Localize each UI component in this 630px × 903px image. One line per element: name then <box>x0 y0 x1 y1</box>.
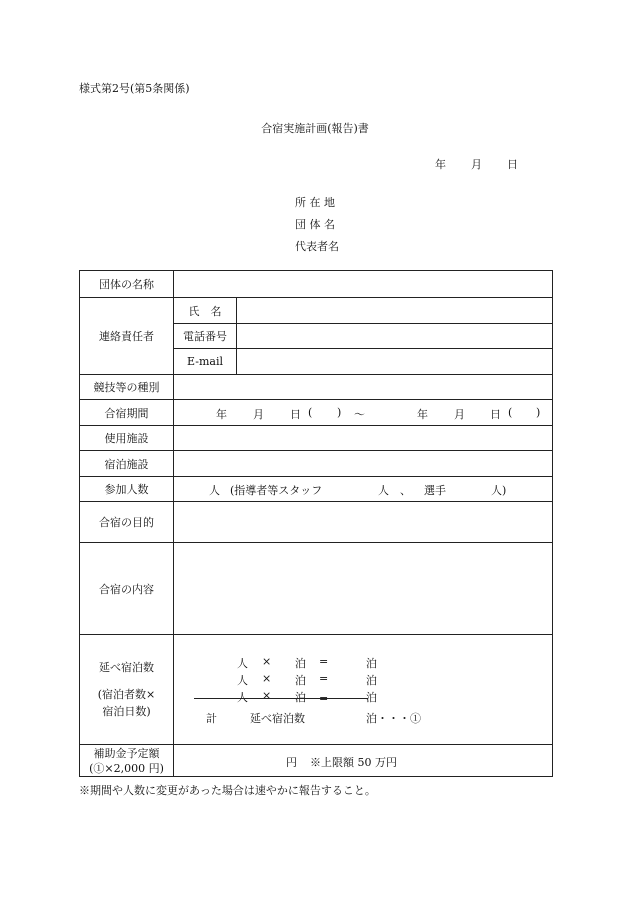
contact-phone-field[interactable] <box>237 324 553 349</box>
subsidy-note: ※上限額 50 万円 <box>310 756 397 769</box>
nights-total-label: 延べ宿泊数 <box>250 712 305 725</box>
nights-row2-persons: 人 <box>237 674 248 687</box>
nights-row1-nights: 泊 <box>295 657 306 670</box>
period-field[interactable] <box>174 400 553 426</box>
nights-row3-persons: 人 <box>237 691 248 704</box>
period-tilde: 〜 <box>354 408 365 421</box>
subsidy-label2: (①×2,000 円) <box>89 761 164 775</box>
row-period <box>80 400 553 426</box>
participants-staff-unit: 人 、 <box>378 484 411 497</box>
nights-row1-times: × <box>262 655 272 668</box>
nights-row3-nights: 泊 <box>295 691 306 704</box>
contact-name-field[interactable] <box>237 298 553 324</box>
nights-row1-result: 泊 <box>366 657 377 670</box>
sport-type-field[interactable] <box>174 375 553 400</box>
nights-total-suffix: 泊・・・① <box>366 712 421 725</box>
subsidy-field[interactable] <box>174 745 553 777</box>
nights-total-kei: 計 <box>206 712 217 725</box>
content-label: 合宿の内容 <box>80 543 174 635</box>
applicant-address-label: 所 在 地 <box>295 196 335 209</box>
form-number: 様式第2号(第5条関係) <box>79 82 190 95</box>
row-org-name <box>80 271 553 298</box>
subsidy-label1: 補助金予定額 <box>93 746 160 760</box>
row-sport-type <box>80 375 553 400</box>
nights-row2-result: 泊 <box>366 674 377 687</box>
row-lodging <box>80 451 553 477</box>
content-field[interactable] <box>174 543 553 635</box>
date-year: 年 <box>435 158 446 171</box>
participants-staff-label: (指導者等スタッフ <box>230 484 323 497</box>
period-start-open: ( <box>308 406 313 419</box>
period-start-month: 月 <box>253 408 264 421</box>
footnote: ※期間や人数に変更があった場合は速やかに報告すること。 <box>79 784 376 797</box>
nights-row2-eq: = <box>319 672 329 685</box>
period-end-year: 年 <box>417 408 428 421</box>
period-start-close: ) <box>337 406 342 419</box>
contact-phone-label: 電話番号 <box>174 324 237 349</box>
period-start-year: 年 <box>216 408 227 421</box>
nights-field[interactable] <box>174 635 553 745</box>
contact-email-field[interactable] <box>237 349 553 375</box>
period-end-open: ( <box>508 406 513 419</box>
nights-row1-eq: = <box>319 655 329 668</box>
facility-field[interactable] <box>174 426 553 451</box>
row-participants <box>80 477 553 502</box>
sport-type-label: 競技等の種別 <box>80 375 174 400</box>
nights-row3-times: × <box>262 689 272 702</box>
participants-players-unit: 人) <box>491 484 507 497</box>
nights-label: 延べ宿泊数 <box>99 661 154 674</box>
contact-label: 連絡責任者 <box>80 298 174 375</box>
document-title: 合宿実施計画(報告)書 <box>261 122 369 135</box>
nights-row3-eq: = <box>319 692 329 705</box>
lodging-field[interactable] <box>174 451 553 477</box>
nights-sub1: (宿泊者数× <box>97 688 156 701</box>
participants-total-unit: 人 <box>209 484 220 497</box>
org-name-label: 団体の名称 <box>80 271 174 298</box>
row-facility <box>80 426 553 451</box>
nights-sum-line <box>194 698 368 699</box>
period-end-day: 日 <box>490 408 501 421</box>
plan-form-table <box>79 270 553 777</box>
period-start-day: 日 <box>290 408 301 421</box>
row-nights <box>80 635 553 745</box>
period-label: 合宿期間 <box>80 400 174 426</box>
applicant-org-label: 団 体 名 <box>295 218 335 231</box>
lodging-label: 宿泊施設 <box>80 451 174 477</box>
nights-sub2: 宿泊日数) <box>102 705 151 718</box>
row-content <box>80 543 553 635</box>
nights-row3-result: 泊 <box>366 691 377 704</box>
period-end-close: ) <box>536 406 541 419</box>
participants-label: 参加人数 <box>80 477 174 502</box>
row-subsidy <box>80 745 553 777</box>
row-contact-name <box>80 298 553 324</box>
nights-row2-nights: 泊 <box>295 674 306 687</box>
contact-email-label: E-mail <box>174 349 237 375</box>
org-name-field[interactable] <box>174 271 553 298</box>
nights-row1-persons: 人 <box>237 657 248 670</box>
purpose-field[interactable] <box>174 502 553 543</box>
facility-label: 使用施設 <box>80 426 174 451</box>
participants-players-label: 選手 <box>424 484 446 497</box>
nights-label-cell <box>80 635 174 745</box>
participants-field[interactable] <box>174 477 553 502</box>
period-end-month: 月 <box>454 408 465 421</box>
date-month: 月 <box>471 158 482 171</box>
date-day: 日 <box>507 158 518 171</box>
subsidy-label-cell <box>80 745 174 777</box>
contact-name-label: 氏 名 <box>174 298 237 324</box>
row-purpose <box>80 502 553 543</box>
purpose-label: 合宿の目的 <box>80 502 174 543</box>
subsidy-yen: 円 <box>286 756 297 769</box>
nights-row2-times: × <box>262 672 272 685</box>
applicant-representative-label: 代表者名 <box>295 240 339 253</box>
